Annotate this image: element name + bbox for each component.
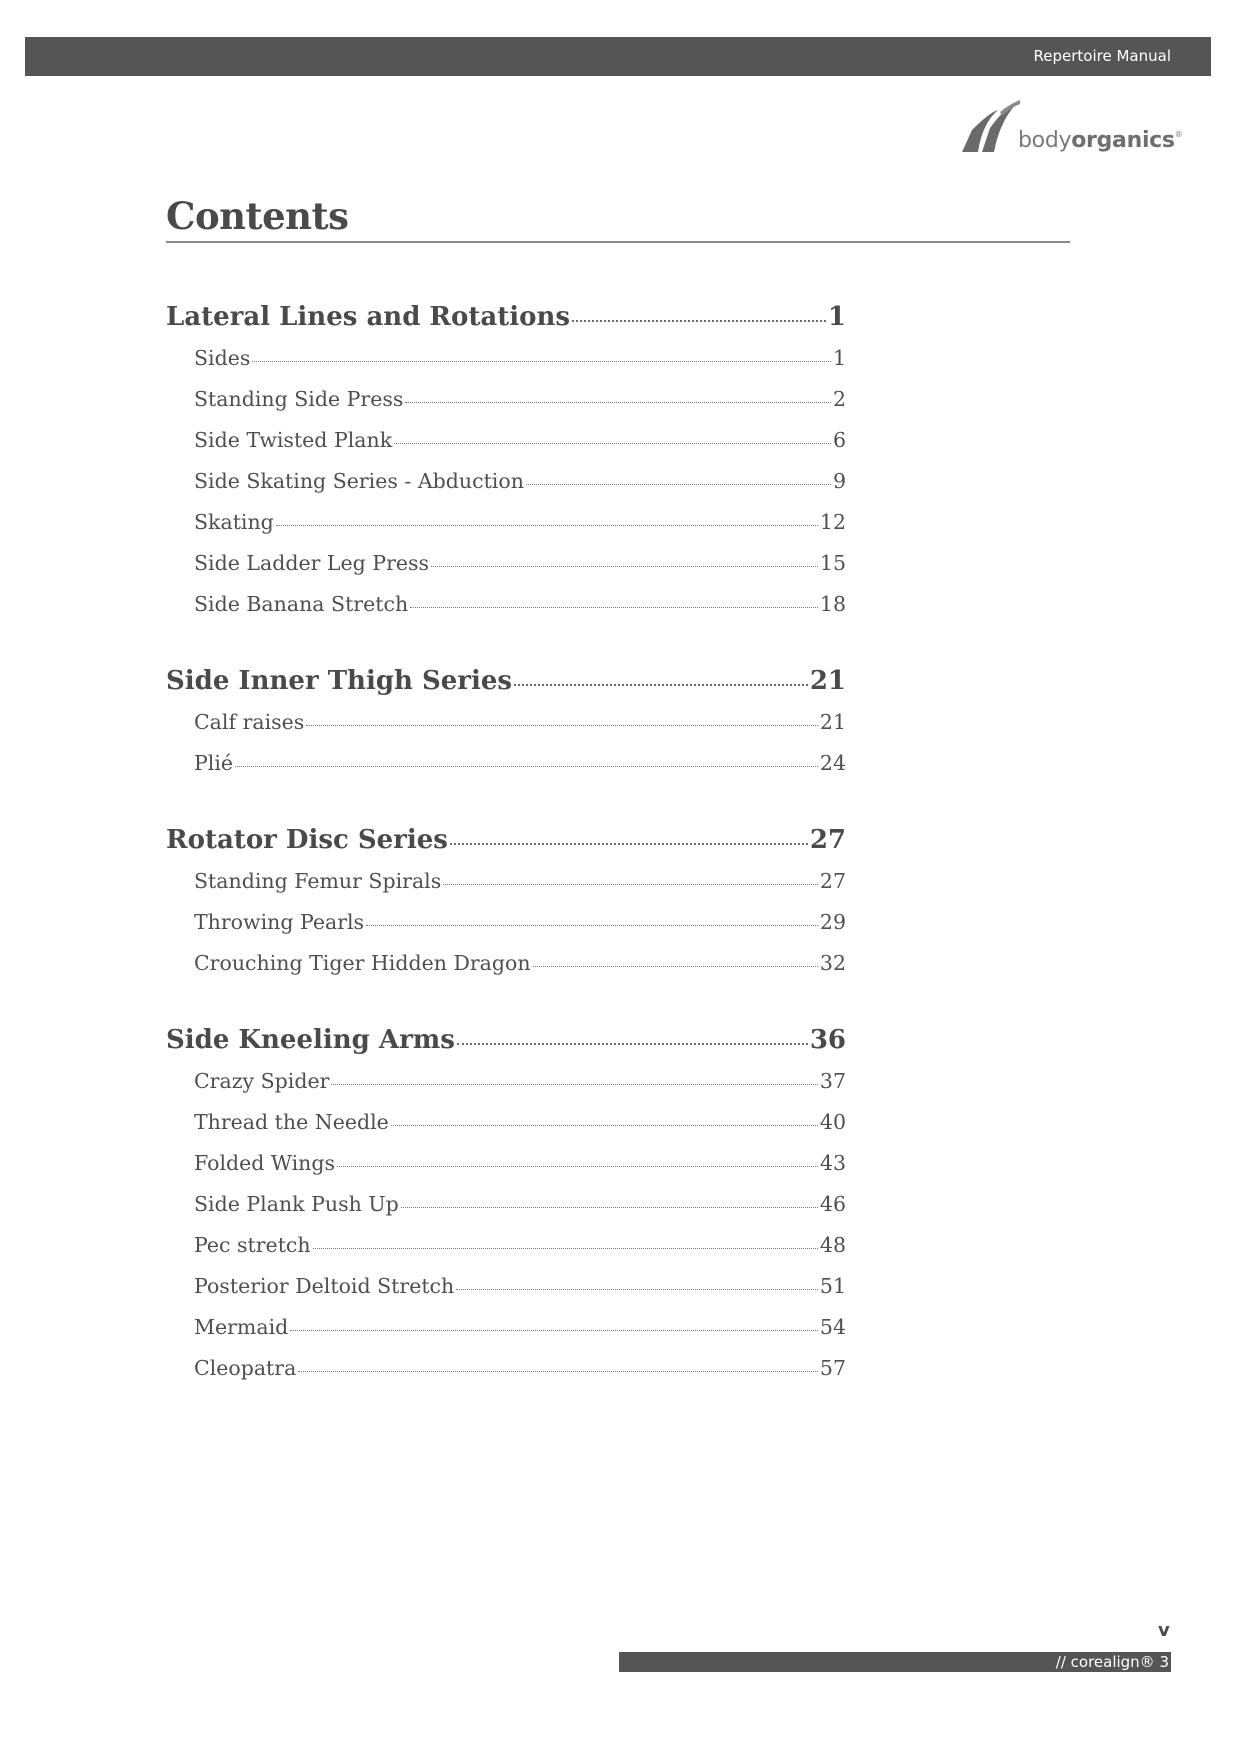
toc-entry-label: Mermaid bbox=[194, 1315, 289, 1339]
toc-section bbox=[166, 302, 846, 633]
toc-section-heading[interactable] bbox=[166, 825, 846, 869]
footer-product: // corealign® 3 bbox=[1055, 1653, 1169, 1671]
toc-entry-label: Side Banana Stretch bbox=[194, 592, 409, 616]
dot-leader bbox=[298, 1357, 818, 1372]
toc-entry-page-number: 15 bbox=[819, 551, 846, 575]
toc-entry-label: Standing Femur Spirals bbox=[194, 869, 442, 893]
toc-entry-page-number: 51 bbox=[819, 1274, 846, 1298]
toc-entry-label: Side Ladder Leg Press bbox=[194, 551, 430, 575]
toc-entry-page-number: 1 bbox=[832, 346, 846, 370]
toc-entry-page-number: 54 bbox=[819, 1315, 846, 1339]
dot-leader bbox=[572, 302, 826, 322]
toc-entry-label: Calf raises bbox=[194, 710, 305, 734]
logo-wordmark: bodyorganics® bbox=[1018, 128, 1183, 153]
toc-entry[interactable] bbox=[166, 346, 846, 387]
toc-section-heading[interactable] bbox=[166, 1025, 846, 1069]
toc-section-heading-label: Rotator Disc Series bbox=[166, 825, 448, 855]
toc-entry[interactable] bbox=[166, 387, 846, 428]
dot-leader bbox=[331, 1070, 818, 1085]
toc-entry-label: Standing Side Press bbox=[194, 387, 404, 411]
toc-entry[interactable] bbox=[166, 428, 846, 469]
toc-entry[interactable] bbox=[166, 951, 846, 992]
toc-entry-label: Side Skating Series - Abduction bbox=[194, 469, 524, 493]
toc-entry-page-number: 48 bbox=[819, 1233, 846, 1257]
dot-leader bbox=[313, 1234, 818, 1249]
toc-entry[interactable] bbox=[166, 710, 846, 751]
toc-entry[interactable] bbox=[166, 469, 846, 510]
toc-entry-page-number: 21 bbox=[819, 710, 846, 734]
toc-entry[interactable] bbox=[166, 1110, 846, 1151]
title-divider bbox=[166, 241, 1070, 243]
toc-entry-page-number: 2 bbox=[832, 387, 846, 411]
dot-leader bbox=[410, 593, 818, 608]
dot-leader bbox=[235, 752, 818, 767]
toc-entry-page-number: 24 bbox=[819, 751, 846, 775]
toc-entry-page-number: 9 bbox=[832, 469, 846, 493]
toc-section-heading[interactable] bbox=[166, 666, 846, 710]
dot-leader bbox=[290, 1316, 818, 1331]
dot-leader bbox=[306, 711, 818, 726]
toc-entry-page-number: 29 bbox=[819, 910, 846, 934]
toc-entry-label: Side Plank Push Up bbox=[194, 1192, 399, 1216]
toc-section-heading-page-number: 27 bbox=[809, 825, 846, 855]
toc-section bbox=[166, 825, 846, 992]
toc-section-heading-page-number: 21 bbox=[809, 666, 846, 696]
dot-leader bbox=[431, 552, 818, 567]
toc-entry[interactable] bbox=[166, 751, 846, 792]
toc-entry-label: Posterior Deltoid Stretch bbox=[194, 1274, 455, 1298]
toc-entry-page-number: 57 bbox=[819, 1356, 846, 1380]
toc-section-heading-label: Side Inner Thigh Series bbox=[166, 666, 513, 696]
table-of-contents bbox=[166, 302, 846, 1430]
toc-entry-page-number: 12 bbox=[819, 510, 846, 534]
dot-leader bbox=[514, 666, 808, 686]
toc-section-heading[interactable] bbox=[166, 302, 846, 346]
toc-entry[interactable] bbox=[166, 592, 846, 633]
dot-leader bbox=[252, 347, 831, 362]
toc-entry[interactable] bbox=[166, 1151, 846, 1192]
toc-entry[interactable] bbox=[166, 1192, 846, 1233]
toc-entry[interactable] bbox=[166, 869, 846, 910]
toc-entry[interactable] bbox=[166, 1274, 846, 1315]
toc-section bbox=[166, 1025, 846, 1397]
page-number: v bbox=[1158, 1620, 1170, 1641]
toc-entry-label: Crouching Tiger Hidden Dragon bbox=[194, 951, 531, 975]
dot-leader bbox=[366, 911, 818, 926]
toc-section-heading-page-number: 36 bbox=[809, 1025, 846, 1055]
dot-leader bbox=[337, 1152, 818, 1167]
toc-entry-page-number: 27 bbox=[819, 869, 846, 893]
toc-entry[interactable] bbox=[166, 910, 846, 951]
page-title: Contents bbox=[166, 194, 349, 238]
toc-entry-page-number: 18 bbox=[819, 592, 846, 616]
dot-leader bbox=[526, 470, 831, 485]
toc-entry[interactable] bbox=[166, 1315, 846, 1356]
dot-leader bbox=[457, 1025, 808, 1045]
body-organics-logo bbox=[960, 98, 1183, 156]
toc-entry-page-number: 43 bbox=[819, 1151, 846, 1175]
toc-entry-label: Side Twisted Plank bbox=[194, 428, 393, 452]
toc-entry-label: Crazy Spider bbox=[194, 1069, 330, 1093]
header-bar bbox=[25, 37, 1211, 76]
toc-entry[interactable] bbox=[166, 1233, 846, 1274]
toc-entry-page-number: 6 bbox=[832, 428, 846, 452]
toc-entry[interactable] bbox=[166, 510, 846, 551]
footer-bar bbox=[619, 1652, 1171, 1672]
toc-entry-label: Folded Wings bbox=[194, 1151, 336, 1175]
toc-section-heading-label: Lateral Lines and Rotations bbox=[166, 302, 571, 332]
toc-entry-label: Throwing Pearls bbox=[194, 910, 365, 934]
dot-leader bbox=[450, 825, 808, 845]
toc-entry-label: Plié bbox=[194, 751, 234, 775]
toc-entry-label: Thread the Needle bbox=[194, 1110, 389, 1134]
dot-leader bbox=[401, 1193, 818, 1208]
dot-leader bbox=[443, 870, 818, 885]
dot-leader bbox=[533, 952, 818, 967]
dot-leader bbox=[456, 1275, 818, 1290]
manual-title: Repertoire Manual bbox=[1033, 47, 1171, 65]
dot-leader bbox=[405, 388, 831, 403]
toc-entry[interactable] bbox=[166, 551, 846, 592]
dot-leader bbox=[276, 511, 818, 526]
toc-section-heading-page-number: 1 bbox=[827, 302, 846, 332]
toc-entry-label: Sides bbox=[194, 346, 251, 370]
toc-entry-page-number: 46 bbox=[819, 1192, 846, 1216]
toc-section bbox=[166, 666, 846, 792]
toc-entry-label: Cleopatra bbox=[194, 1356, 297, 1380]
toc-entry-page-number: 40 bbox=[819, 1110, 846, 1134]
dot-leader bbox=[391, 1111, 818, 1126]
toc-entry-page-number: 37 bbox=[819, 1069, 846, 1093]
toc-entry[interactable] bbox=[166, 1069, 846, 1110]
toc-entry-label: Pec stretch bbox=[194, 1233, 311, 1257]
toc-entry[interactable] bbox=[166, 1356, 846, 1397]
logo-swoosh-icon bbox=[960, 98, 1020, 156]
toc-section-heading-label: Side Kneeling Arms bbox=[166, 1025, 455, 1055]
toc-entry-page-number: 32 bbox=[819, 951, 846, 975]
dot-leader bbox=[394, 429, 831, 444]
toc-entry-label: Skating bbox=[194, 510, 274, 534]
